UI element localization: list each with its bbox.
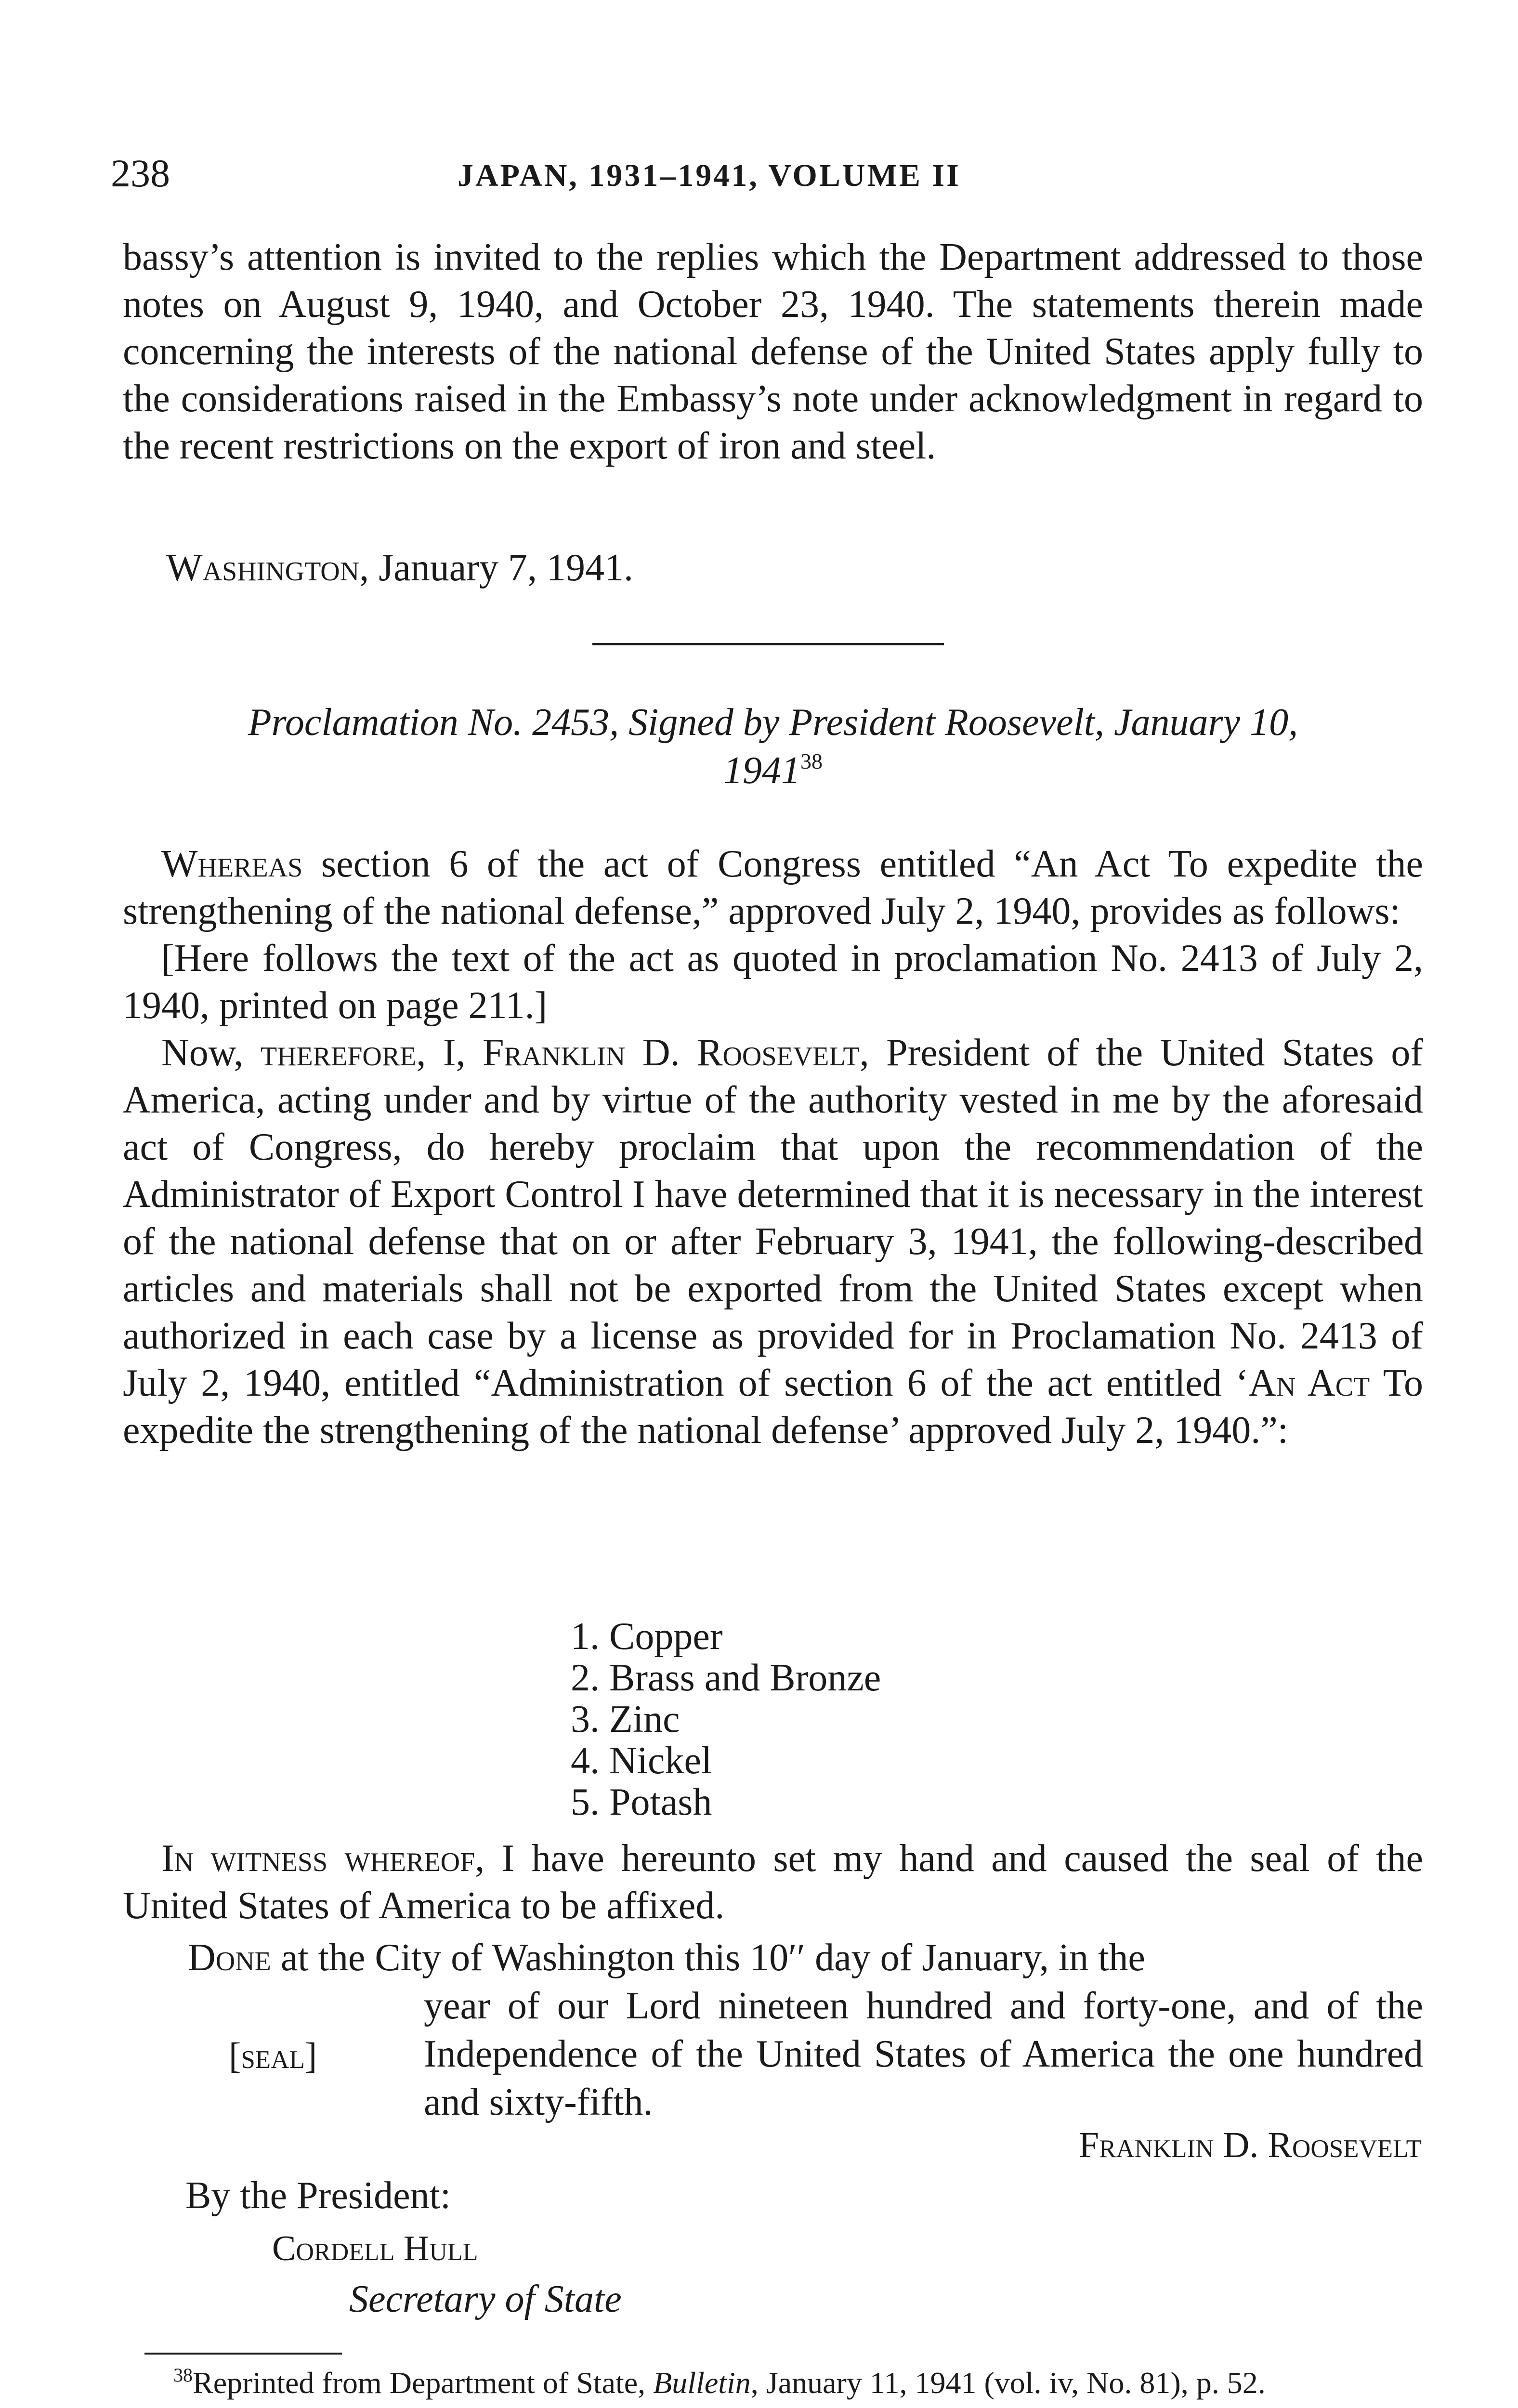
seal-word: seal bbox=[241, 2036, 305, 2076]
an-act-words: An Act bbox=[1248, 1362, 1370, 1404]
carryover-paragraph: bassy’s attention is invited to the replies which the Department addressed to those notes on August 9, 1940, and October 23, 1940. The statements therein made concerning the interests of the national defense of the United States apply fully to the considerations raised in the Embassy’s note under acknowledgment in regard to the recent restrictions on the export of iron and steel. bbox=[123, 236, 1423, 467]
footnote-publication: Bulletin bbox=[653, 2366, 751, 2400]
list-item: 2. Brass and Bronze bbox=[571, 1657, 881, 1699]
footnote-number: 38 bbox=[173, 2364, 193, 2386]
witness-block bbox=[123, 1835, 1423, 1929]
i-word: , I, bbox=[416, 1032, 483, 1074]
running-title: JAPAN, 1931–1941, VOLUME II bbox=[458, 158, 961, 193]
list-item: 3. Zinc bbox=[571, 1698, 680, 1741]
date-place: Washington bbox=[166, 547, 360, 589]
carryover-paragraph-block bbox=[123, 234, 1423, 470]
section-divider bbox=[592, 643, 944, 645]
now-word: Now, bbox=[161, 1032, 261, 1074]
footnote-text-after: , January 11, 1941 (vol. iv, No. 81), p. 52. bbox=[750, 2366, 1266, 2400]
done-line bbox=[188, 1934, 1423, 1982]
witness-text: , I have hereunto set my hand and caused the seal of the United States of America to be affixed. bbox=[123, 1837, 1423, 1927]
done-line1: at the City of Washington this 10′′ day of January, in the bbox=[271, 1937, 1145, 1979]
witness-lead: In witness whereof bbox=[161, 1837, 475, 1880]
proclamation-title-line1: Proclamation No. 2453, Signed by President Roosevelt, January 10, bbox=[248, 701, 1298, 744]
proclaimer-name: Franklin D. Roosevelt bbox=[482, 1032, 860, 1074]
countersign-name: Cordell Hull bbox=[272, 2229, 478, 2268]
witness-paragraph bbox=[123, 1835, 1423, 1929]
proclamation-body bbox=[123, 840, 1423, 1454]
footnote-divider bbox=[144, 2353, 342, 2355]
list-item: 5. Potash bbox=[571, 1781, 712, 1823]
now-therefore-paragraph bbox=[123, 1029, 1423, 1454]
therefore-word: therefore bbox=[260, 1032, 417, 1074]
now-therefore-text2: To expedite the strengthening of the national defense’ approved July 2, 1940.”: bbox=[123, 1362, 1424, 1452]
footnote-ref: 38 bbox=[800, 749, 823, 773]
list-item: 1. Copper bbox=[571, 1615, 723, 1658]
footnote-text-before: Reprinted from Department of State, bbox=[193, 2366, 654, 2400]
whereas-lead: Whereas bbox=[161, 843, 303, 885]
countersign-title: Secretary of State bbox=[349, 2278, 622, 2320]
list-item: 4. Nickel bbox=[571, 1740, 712, 1782]
by-the-president: By the President: bbox=[185, 2174, 451, 2217]
page-number: 238 bbox=[111, 151, 170, 195]
footnote bbox=[125, 2362, 1426, 2404]
proclamation-title-line2: 1941 bbox=[723, 749, 800, 792]
whereas-paragraph bbox=[123, 840, 1423, 935]
done-continuation: year of our Lord nineteen hundred and forty-one, and of the Independence of the United States of America the one hundred and sixty-fifth. bbox=[424, 1985, 1423, 2123]
materials-list bbox=[571, 1616, 881, 1823]
seal-mark: [seal] bbox=[229, 2036, 317, 2076]
page-header bbox=[111, 149, 1421, 197]
whereas-text: section 6 of the act of Congress entitled “An Act To expedite the strengthening of the national defense,” approved July 2, 1940, provides as follows: bbox=[123, 843, 1423, 932]
bracket-note: [Here follows the text of the act as quoted in proclamation No. 2413 of July 2, 1940, printed on page 211.] bbox=[123, 937, 1423, 1027]
proclamation-title bbox=[123, 698, 1423, 795]
done-lead: Done bbox=[188, 1937, 271, 1979]
date-value: , January 7, 1941. bbox=[359, 547, 633, 589]
signature: Franklin D. Roosevelt bbox=[1078, 2125, 1422, 2165]
date-line bbox=[166, 544, 633, 591]
now-therefore-text1: , President of the United States of America, acting under and by virtue of the authority vested in me by the aforesaid act of Congress, do hereby proclaim that upon the recommendation of the Administrator of Export Control I have determined that it is necessary in the interest of the national defense that on or after February 3, 1941, the following-described articles and materials shall not be exported from the United States except when authorized in each case by a license as provided for in Proclamation No. 2413 of July 2, 1940, entitled “Administration of section 6 of the act entitled ‘ bbox=[123, 1032, 1424, 1404]
